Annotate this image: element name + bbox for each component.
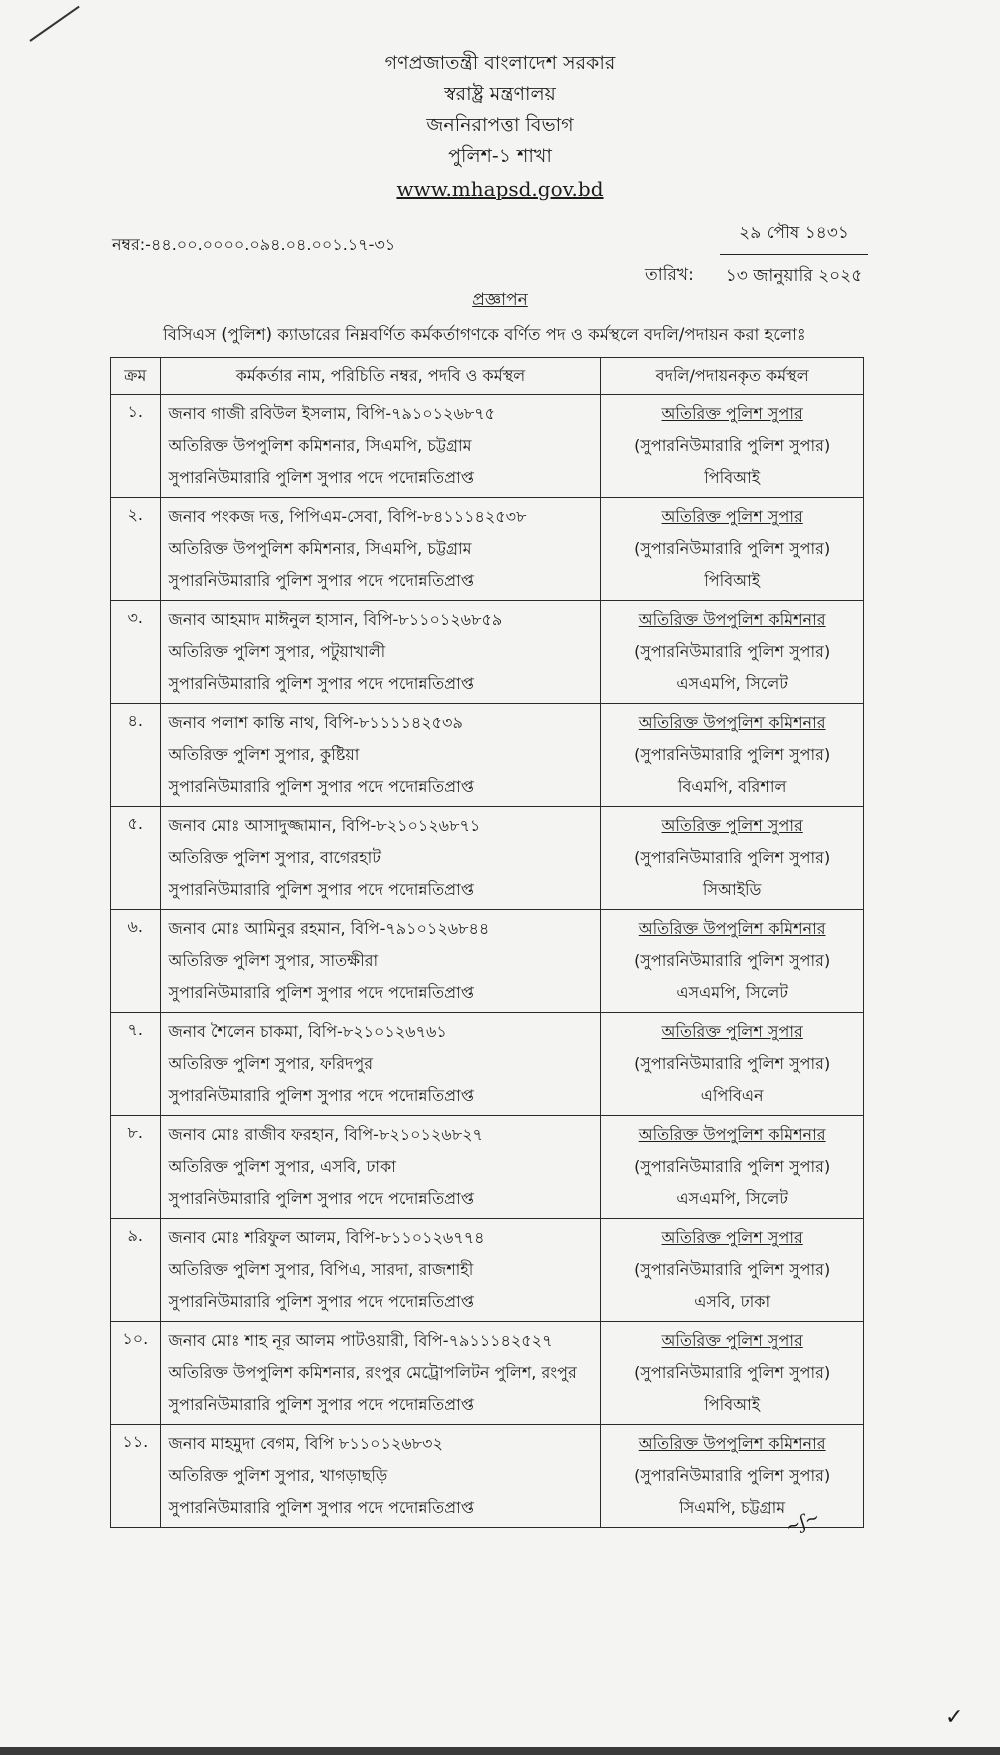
division-name: জননিরাপত্তা বিভাগ — [426, 114, 574, 136]
posting-unit: সিআইডি — [702, 880, 762, 899]
date-label: তারিখ: — [645, 265, 694, 285]
officer-promotion: সুপারনিউমারারি পুলিশ সুপার পদে পদোন্নতিপ্রাপ্ত — [168, 468, 474, 487]
new-posting — [601, 704, 864, 807]
officer-promotion: সুপারনিউমারারি পুলিশ সুপার পদে পদোন্নতিপ্রাপ্ত — [168, 674, 474, 693]
officer-details — [160, 1013, 601, 1116]
officer-name: জনাব মাহমুদা বেগম, বিপি ৮১১০১২৬৮৩২ — [168, 1434, 443, 1453]
officer-current-post: অতিরিক্ত পুলিশ সুপার, কুষ্টিয়া — [168, 745, 360, 764]
table-row — [111, 807, 864, 910]
officer-name: জনাব পলাশ কান্তি নাথ, বিপি-৮১১১১৪২৫৩৯ — [168, 713, 463, 732]
officer-details — [160, 395, 601, 498]
posting-rank: (সুপারনিউমারারি পুলিশ সুপার) — [634, 951, 831, 970]
notice-title-text: প্রজ্ঞাপন — [472, 290, 528, 310]
posting-rank: (সুপারনিউমারারি পুলিশ সুপার) — [634, 848, 831, 867]
table-header-row — [111, 358, 864, 395]
officer-current-post: অতিরিক্ত পুলিশ সুপার, সাতক্ষীরা — [168, 951, 379, 970]
officer-promotion: সুপারনিউমারারি পুলিশ সুপার পদে পদোন্নতিপ্রাপ্ত — [168, 880, 474, 899]
row-serial: ৩. — [111, 601, 161, 704]
officer-promotion: সুপারনিউমারারি পুলিশ সুপার পদে পদোন্নতিপ্রাপ্ত — [168, 1498, 474, 1517]
intro-text: বিসিএস (পুলিশ) ক্যাডারের নিম্নবর্ণিত কর্মকর্তাগণকে বর্ণিত পদ ও কর্মস্থলে বদলি/পদায়ন করা হলোঃ — [163, 325, 806, 344]
ministry-name: স্বরাষ্ট্র মন্ত্রণালয় — [444, 83, 556, 105]
row-serial: ৫. — [111, 807, 161, 910]
officer-promotion: সুপারনিউমারারি পুলিশ সুপার পদে পদোন্নতিপ্রাপ্ত — [168, 1086, 474, 1105]
new-posting — [601, 601, 864, 704]
officer-current-post: অতিরিক্ত পুলিশ সুপার, খাগড়াছড়ি — [168, 1466, 388, 1485]
posting-title: অতিরিক্ত পুলিশ সুপার — [661, 816, 803, 835]
header-officer: কর্মকর্তার নাম, পরিচিতি নম্বর, পদবি ও কর্মস্থল — [160, 358, 601, 395]
new-posting — [601, 910, 864, 1013]
officer-current-post: অতিরিক্ত উপপুলিশ কমিশনার, রংপুর মেট্রোপলিটন পুলিশ, রংপুর — [168, 1363, 577, 1382]
officer-promotion: সুপারনিউমারারি পুলিশ সুপার পদে পদোন্নতিপ্রাপ্ত — [168, 1189, 474, 1208]
posting-unit: পিবিআই — [704, 571, 761, 590]
new-posting — [601, 1013, 864, 1116]
posting-title: অতিরিক্ত উপপুলিশ কমিশনার — [638, 1434, 826, 1453]
posting-rank: (সুপারনিউমারারি পুলিশ সুপার) — [634, 1157, 831, 1176]
scan-edge — [0, 1747, 1000, 1755]
officer-current-post: অতিরিক্ত পুলিশ সুপার, এসবি, ঢাকা — [168, 1157, 396, 1176]
branch-name: পুলিশ-১ শাখা — [448, 145, 552, 167]
row-serial: ১১. — [111, 1425, 161, 1528]
officer-details — [160, 601, 601, 704]
government-name: গণপ্রজাতন্ত্রী বাংলাদেশ সরকার — [384, 52, 616, 74]
officer-details — [160, 807, 601, 910]
row-serial: ৮. — [111, 1116, 161, 1219]
posting-title: অতিরিক্ত পুলিশ সুপার — [661, 1022, 803, 1041]
posting-unit: পিবিআই — [704, 468, 761, 487]
officer-details — [160, 1116, 601, 1219]
officer-promotion: সুপারনিউমারারি পুলিশ সুপার পদে পদোন্নতিপ্রাপ্ত — [168, 1292, 474, 1311]
officer-details — [160, 910, 601, 1013]
posting-unit: সিএমপি, চট্টগ্রাম — [679, 1498, 786, 1517]
notice-title — [0, 287, 1000, 315]
table-row — [111, 1013, 864, 1116]
posting-unit: এসএমপি, সিলেট — [676, 674, 788, 693]
posting-unit: বিএমপি, বরিশাল — [677, 777, 787, 796]
row-serial: ৭. — [111, 1013, 161, 1116]
posting-rank: (সুপারনিউমারারি পুলিশ সুপার) — [634, 1054, 831, 1073]
posting-title: অতিরিক্ত পুলিশ সুপার — [661, 1331, 803, 1350]
posting-title: অতিরিক্ত পুলিশ সুপার — [661, 507, 803, 526]
posting-unit: এপিবিএন — [700, 1086, 764, 1105]
officer-details — [160, 1219, 601, 1322]
new-posting — [601, 1116, 864, 1219]
transfer-table — [110, 357, 864, 1528]
check-mark-icon: ✓ — [945, 1705, 964, 1730]
officer-promotion: সুপারনিউমারারি পুলিশ সুপার পদে পদোন্নতিপ্রাপ্ত — [168, 983, 474, 1002]
table-row — [111, 704, 864, 807]
officer-promotion: সুপারনিউমারারি পুলিশ সুপার পদে পদোন্নতিপ্রাপ্ত — [168, 571, 474, 590]
table-row — [111, 395, 864, 498]
officer-name: জনাব মোঃ শরিফুল আলম, বিপি-৮১১০১২৬৭৭৪ — [168, 1228, 485, 1247]
posting-title: অতিরিক্ত উপপুলিশ কমিশনার — [638, 610, 826, 629]
posting-unit: এসএমপি, সিলেট — [676, 983, 788, 1002]
row-serial: ৬. — [111, 910, 161, 1013]
officer-name: জনাব মোঃ আসাদুজ্জামান, বিপি-৮২১০১২৬৮৭১ — [168, 816, 481, 835]
table-row — [111, 601, 864, 704]
table-row — [111, 1322, 864, 1425]
header-posting: বদলি/পদায়নকৃত কর্মস্থল — [601, 358, 864, 395]
officer-current-post: অতিরিক্ত পুলিশ সুপার, বিপিএ, সারদা, রাজশাহী — [168, 1260, 474, 1279]
row-serial: ২. — [111, 498, 161, 601]
date-block — [720, 220, 868, 291]
officer-details — [160, 704, 601, 807]
new-posting — [601, 1425, 864, 1528]
table-row — [111, 1116, 864, 1219]
officer-name: জনাব মোঃ শাহ নূর আলম পাটওয়ারী, বিপি-৭৯১১১৪২৫২৭ — [168, 1331, 553, 1350]
posting-title: অতিরিক্ত পুলিশ সুপার — [661, 1228, 803, 1247]
posting-unit: এসএমপি, সিলেট — [676, 1189, 788, 1208]
letterhead — [300, 48, 700, 205]
date-english: ১৩ জানুয়ারি ২০২৫ — [725, 266, 863, 286]
table-row — [111, 910, 864, 1013]
posting-rank: (সুপারনিউমারারি পুলিশ সুপার) — [634, 1466, 831, 1485]
posting-title: অতিরিক্ত উপপুলিশ কমিশনার — [638, 1125, 826, 1144]
table-row — [111, 498, 864, 601]
officer-promotion: সুপারনিউমারারি পুলিশ সুপার পদে পদোন্নতিপ্রাপ্ত — [168, 1395, 474, 1414]
new-posting — [601, 807, 864, 910]
header-serial: ক্রম — [111, 358, 161, 395]
date-bangla: ২৯ পৌষ ১৪৩১ — [720, 220, 868, 255]
officer-details — [160, 1322, 601, 1425]
officer-name: জনাব আহমাদ মাঈনুল হাসান, বিপি-৮১১০১২৬৮৫৯ — [168, 610, 503, 629]
posting-rank: (সুপারনিউমারারি পুলিশ সুপার) — [634, 539, 831, 558]
new-posting — [601, 395, 864, 498]
posting-title: অতিরিক্ত পুলিশ সুপার — [661, 404, 803, 423]
row-serial: ৪. — [111, 704, 161, 807]
row-serial: ১০. — [111, 1322, 161, 1425]
new-posting — [601, 1322, 864, 1425]
new-posting — [601, 1219, 864, 1322]
officer-name: জনাব মোঃ রাজীব ফরহান, বিপি-৮২১০১২৬৮২৭ — [168, 1125, 483, 1144]
table-row — [111, 1219, 864, 1322]
posting-unit: পিবিআই — [704, 1395, 761, 1414]
officer-current-post: অতিরিক্ত উপপুলিশ কমিশনার, সিএমপি, চট্টগ্রাম — [168, 436, 472, 455]
signature: ~ʃ~ — [782, 1506, 823, 1539]
officer-promotion: সুপারনিউমারারি পুলিশ সুপার পদে পদোন্নতিপ্রাপ্ত — [168, 777, 474, 796]
officer-current-post: অতিরিক্ত পুলিশ সুপার, বাগেরহাট — [168, 848, 381, 867]
memo-number: নম্বর:-৪৪.০০.০০০০.০৯৪.০৪.০০১.১৭-৩১ — [112, 235, 396, 254]
officer-name: জনাব মোঃ আমিনুর রহমান, বিপি-৭৯১০১২৬৮৪৪ — [168, 919, 490, 938]
row-serial: ১. — [111, 395, 161, 498]
officer-name: জনাব পংকজ দত্ত, পিপিএম-সেবা, বিপি-৮৪১১১৪২৫৩৮ — [168, 507, 527, 526]
posting-rank: (সুপারনিউমারারি পুলিশ সুপার) — [634, 1363, 831, 1382]
pen-mark — [29, 6, 79, 42]
officer-name: জনাব গাজী রবিউল ইসলাম, বিপি-৭৯১০১২৬৮৭৫ — [168, 404, 496, 423]
officer-details — [160, 1425, 601, 1528]
posting-title: অতিরিক্ত উপপুলিশ কমিশনার — [638, 713, 826, 732]
posting-rank: (সুপারনিউমারারি পুলিশ সুপার) — [634, 436, 831, 455]
posting-rank: (সুপারনিউমারারি পুলিশ সুপার) — [634, 642, 831, 661]
officer-details — [160, 498, 601, 601]
row-serial: ৯. — [111, 1219, 161, 1322]
officer-name: জনাব শৈলেন চাকমা, বিপি-৮২১০১২৬৭৬১ — [168, 1022, 447, 1041]
officer-current-post: অতিরিক্ত পুলিশ সুপার, ফরিদপুর — [168, 1054, 374, 1073]
posting-title: অতিরিক্ত উপপুলিশ কমিশনার — [638, 919, 826, 938]
website-link[interactable]: www.mhapsd.gov.bd — [396, 177, 604, 201]
new-posting — [601, 498, 864, 601]
officer-current-post: অতিরিক্ত পুলিশ সুপার, পটুয়াখালী — [168, 642, 386, 661]
officer-current-post: অতিরিক্ত উপপুলিশ কমিশনার, সিএমপি, চট্টগ্রাম — [168, 539, 472, 558]
posting-rank: (সুপারনিউমারারি পুলিশ সুপার) — [634, 745, 831, 764]
table-row — [111, 1425, 864, 1528]
posting-unit: এসবি, ঢাকা — [694, 1292, 771, 1311]
posting-rank: (সুপারনিউমারারি পুলিশ সুপার) — [634, 1260, 831, 1279]
